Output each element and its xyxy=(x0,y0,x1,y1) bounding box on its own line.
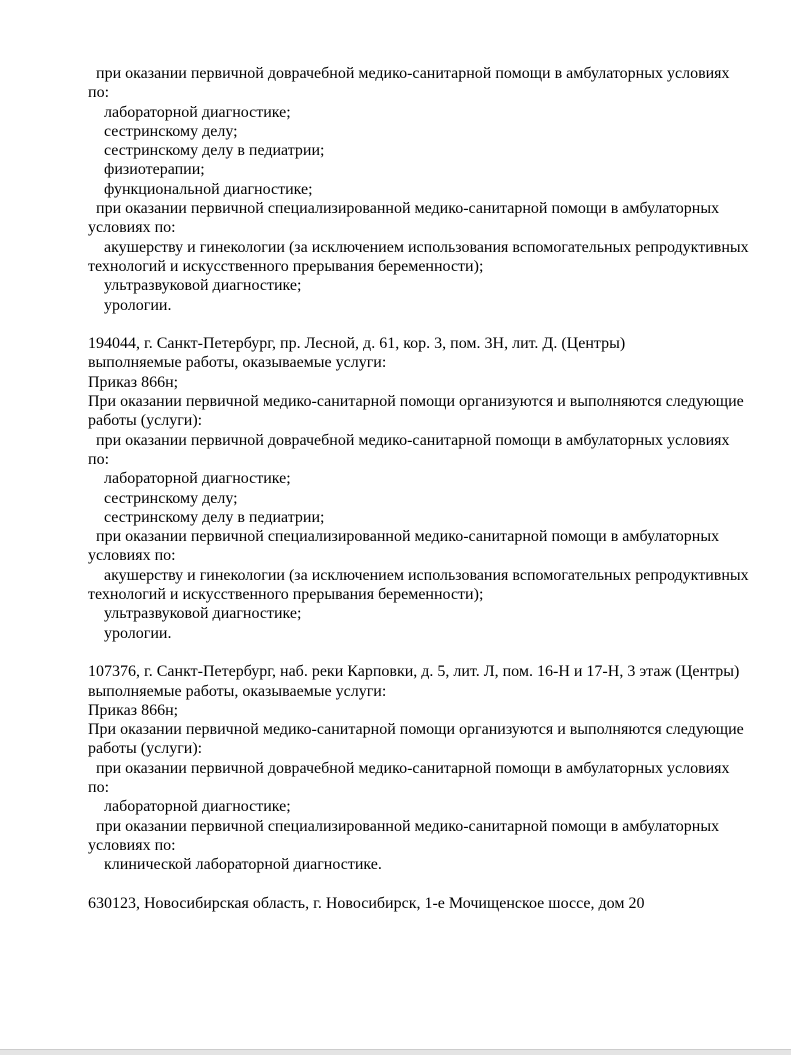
page-bottom-bar xyxy=(0,1049,791,1055)
text-line: условиях по: xyxy=(88,219,176,237)
text-line: сестринскому делу в педиатрии; xyxy=(88,142,325,160)
text-line: по: xyxy=(88,84,110,102)
text-line: функциональной диагностике; xyxy=(88,180,313,198)
text-line: выполняемые работы, оказываемые услуги: xyxy=(88,682,387,700)
blank-line xyxy=(88,315,767,334)
blank-line xyxy=(88,874,767,893)
text-line: при оказании первичной доврачебной медико-санитарной помощи в амбулаторных условиях xyxy=(88,759,730,777)
text-line: по: xyxy=(88,778,110,796)
text-line: физиотерапии; xyxy=(88,161,205,179)
text-line: Приказ 866н; xyxy=(88,373,179,391)
text-line: лабораторной диагностике; xyxy=(88,103,291,121)
text-line: при оказании первичной доврачебной медико-санитарной помощи в амбулаторных условиях xyxy=(88,431,730,449)
text-line: сестринскому делу; xyxy=(88,122,238,140)
text-line: при оказании первичной специализированной медико-санитарной помощи в амбулаторных xyxy=(88,200,720,218)
text-line: урологии. xyxy=(88,296,172,314)
text-line: 107376, г. Санкт-Петербург, наб. реки Карповки, д. 5, лит. Л, пом. 16-Н и 17-Н, 3 этаж (Центры) xyxy=(88,663,740,681)
text-line: при оказании первичной специализированной медико-санитарной помощи в амбулаторных xyxy=(88,817,720,835)
text-line: клинической лабораторной диагностике. xyxy=(88,856,382,874)
text-line: технологий и искусственного прерывания беременности); xyxy=(88,586,484,604)
text-line: работы (услуги): xyxy=(88,412,203,430)
text-line: при оказании первичной доврачебной медико-санитарной помощи в амбулаторных условиях xyxy=(88,65,730,82)
text-line: лабораторной диагностике; xyxy=(88,798,291,816)
text-line: сестринскому делу в педиатрии; xyxy=(88,508,325,526)
license-text-document xyxy=(88,64,767,913)
text-line: урологии. xyxy=(88,624,172,642)
text-line: акушерству и гинекологии (за исключением использования вспомогательных репродуктивных xyxy=(88,238,749,256)
text-line: ультразвуковой диагностике; xyxy=(88,605,302,623)
text-line: работы (услуги): xyxy=(88,740,203,758)
text-line: сестринскому делу; xyxy=(88,489,238,507)
text-line: 630123, Новосибирская область, г. Новосибирск, 1-е Мочищенское шоссе, дом 20 xyxy=(88,894,645,912)
text-line: Приказ 866н; xyxy=(88,701,179,719)
text-line: по: xyxy=(88,450,110,468)
text-line: лабораторной диагностике; xyxy=(88,470,291,488)
text-line: ультразвуковой диагностике; xyxy=(88,277,302,295)
text-line: условиях по: xyxy=(88,547,176,565)
blank-line xyxy=(88,643,767,662)
text-line: при оказании первичной специализированной медико-санитарной помощи в амбулаторных xyxy=(88,528,720,546)
text-line: условиях по: xyxy=(88,836,176,854)
text-line: технологий и искусственного прерывания беременности); xyxy=(88,257,484,275)
text-line: При оказании первичной медико-санитарной помощи организуются и выполняются следующие xyxy=(88,393,744,411)
text-line: акушерству и гинекологии (за исключением использования вспомогательных репродуктивных xyxy=(88,566,749,584)
text-line: 194044, г. Санкт-Петербург, пр. Лесной, д. 61, кор. 3, пом. 3Н, лит. Д. (Центры) xyxy=(88,335,626,353)
text-line: При оказании первичной медико-санитарной помощи организуются и выполняются следующие xyxy=(88,721,744,739)
text-line: выполняемые работы, оказываемые услуги: xyxy=(88,354,387,372)
